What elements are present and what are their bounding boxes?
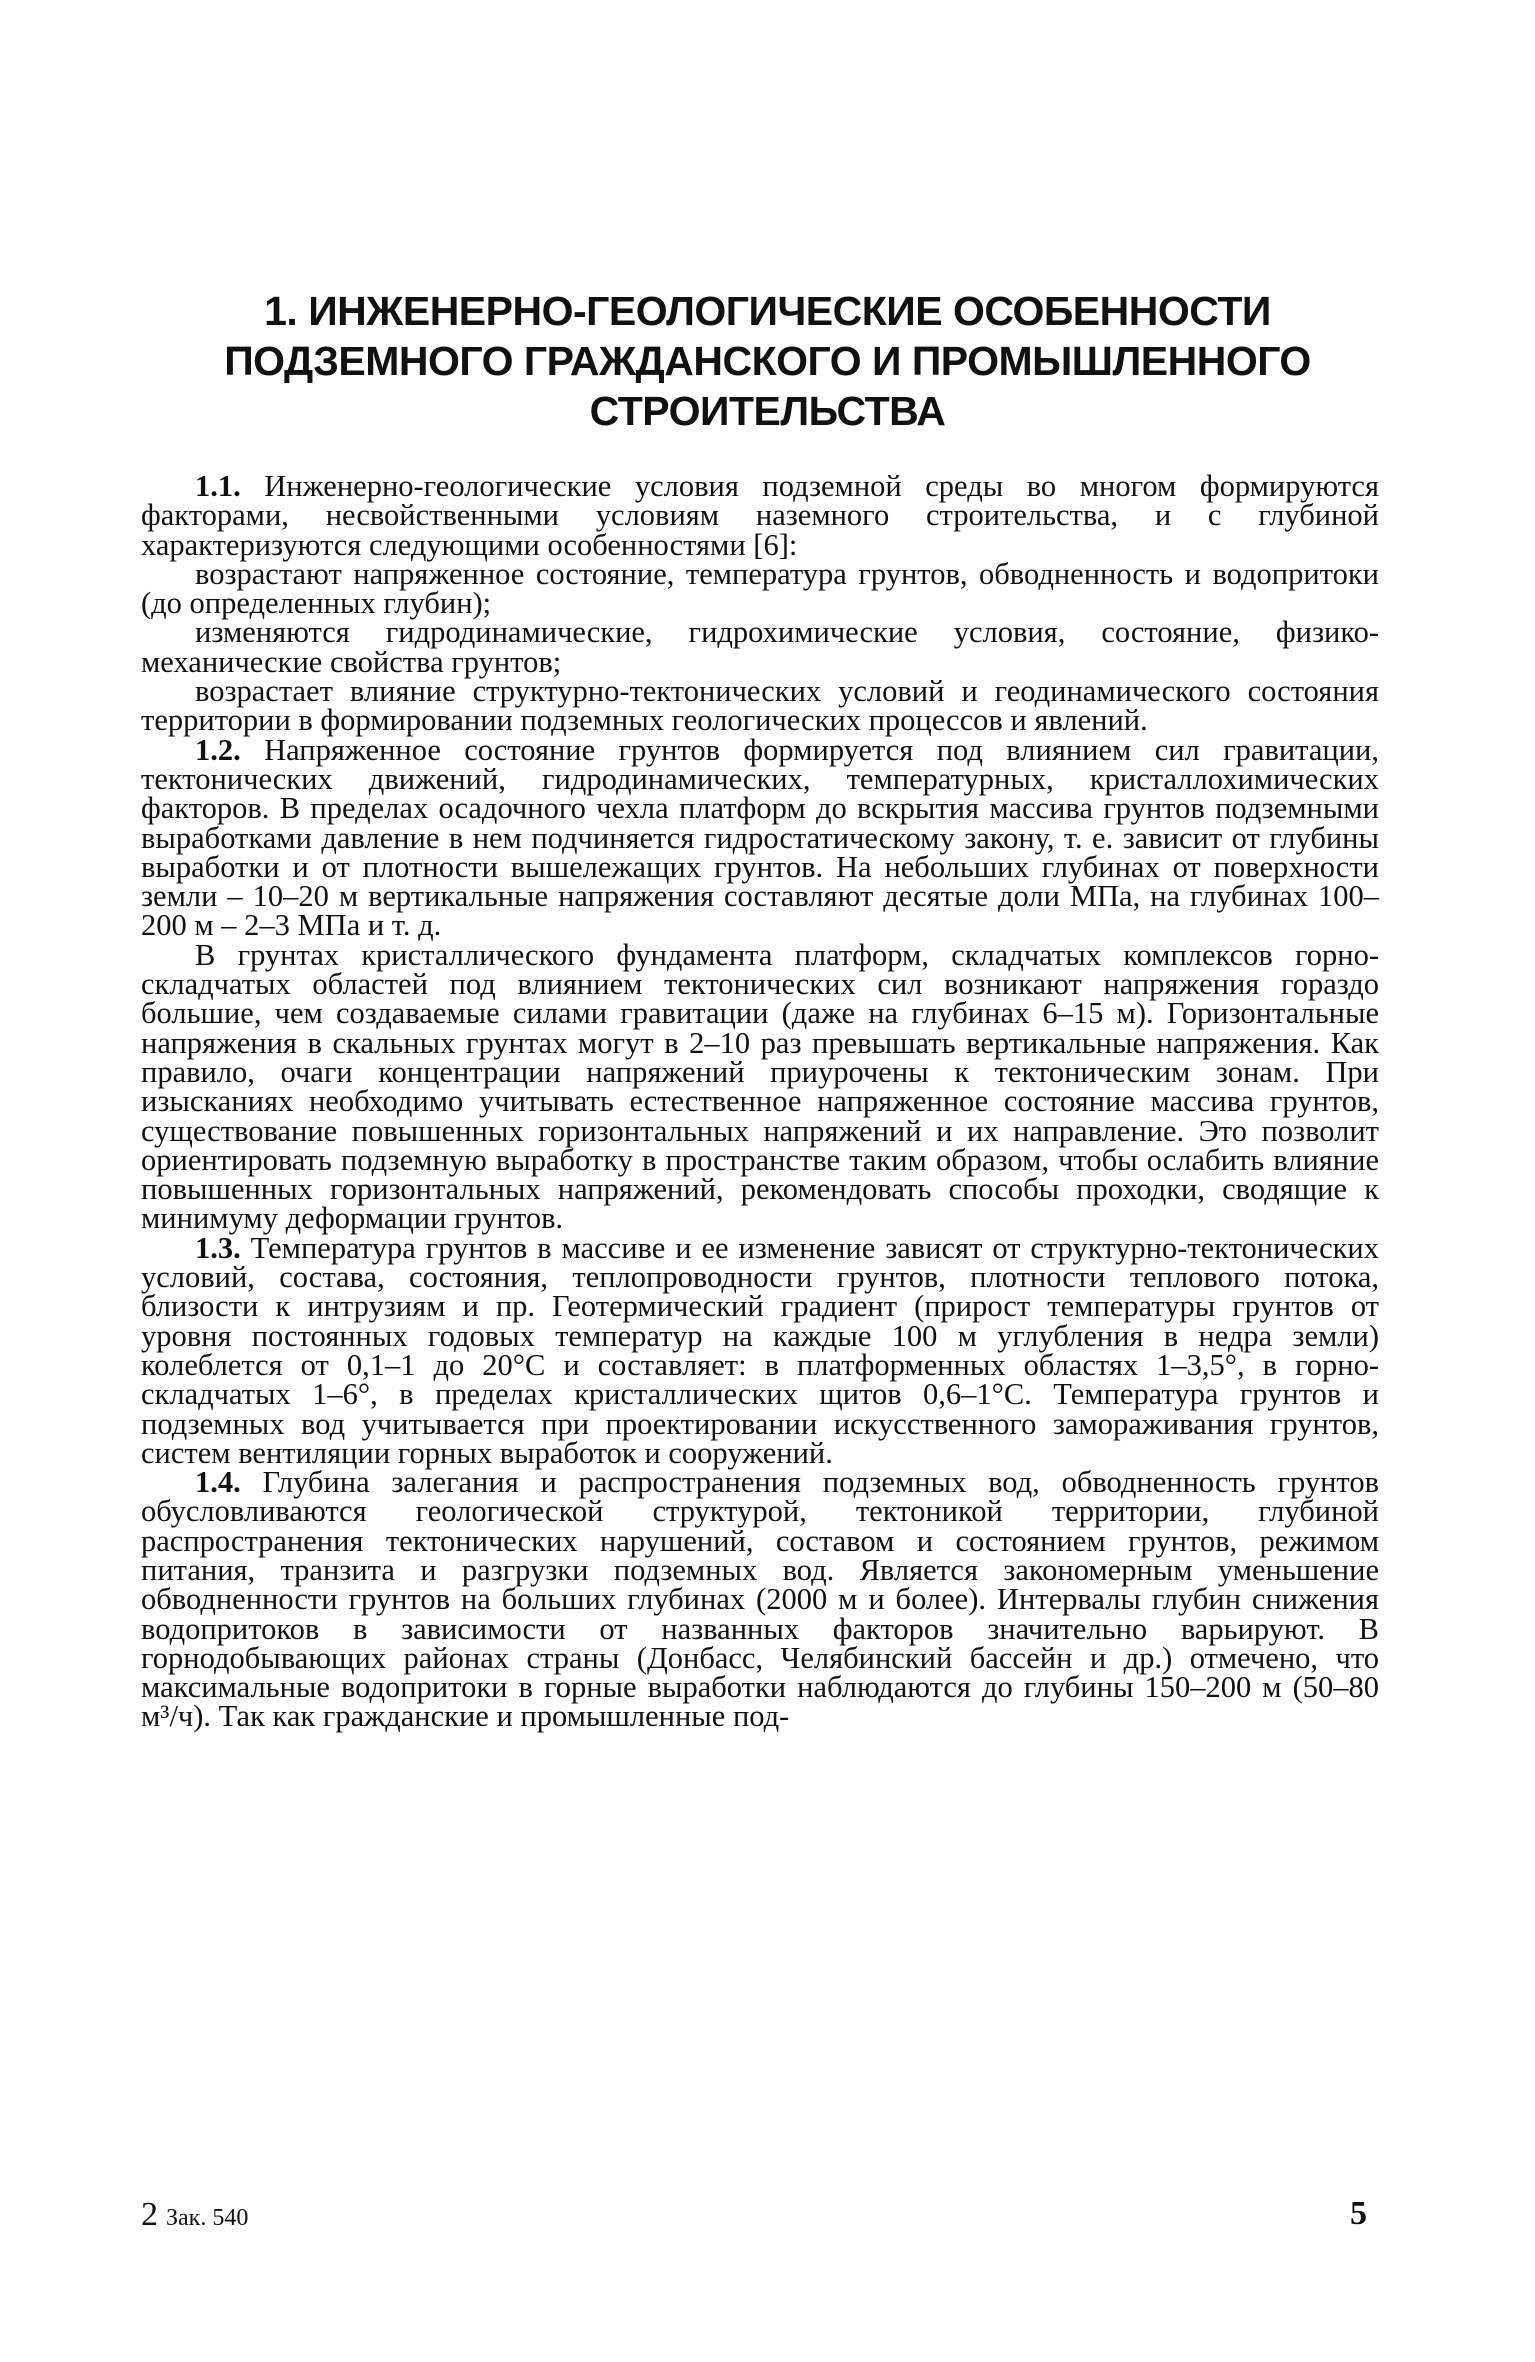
list-item bbox=[141, 674, 1379, 738]
paragraph-text: возрастают напряженное состояние, температура грунтов, обводненность и водопритоки (до определенных глубин); bbox=[141, 556, 1379, 621]
section-number: 1.1. bbox=[195, 469, 241, 503]
section-number: 1.3. bbox=[195, 1230, 241, 1265]
paragraph-text: изменяются гидродинамические, гидрохимические условия, состояние, физико-механические свойства грунтов; bbox=[141, 615, 1379, 679]
chapter-title-line-2: ПОДЗЕМНОГО ГРАЖДАНСКОГО И ПРОМЫШЛЕННОГО bbox=[224, 338, 1311, 384]
paragraph-1-3 bbox=[141, 1230, 1379, 1470]
list-item bbox=[141, 615, 1379, 679]
chapter-title-line-1: 1. ИНЖЕНЕРНО-ГЕОЛОГИЧЕСКИЕ ОСОБЕННОСТИ bbox=[264, 288, 1271, 334]
body-text bbox=[141, 469, 1379, 1734]
chapter-title bbox=[200, 286, 1335, 436]
paragraph-text: Напряженное состояние грунтов формируется под влиянием сил гравитации, тектонических движений, гидродинамических, температурных, кристаллохимических факторов. В пределах осадочного чехла платформ до вскрытия массива грунтов подземными выработками давление в нем подчиняется гидростатическому закону, т. е. зависит от глубины выработки и от плотности вышележащих грунтов. На небольших глубинах от поверхности земли – 10–20 м вертикальные напряжения составляют десятые доли МПа, на глубинах 100–200 м – 2–3 МПа и т. д. bbox=[141, 732, 1379, 943]
printer-signature bbox=[141, 2198, 248, 2235]
paragraph-text: Инженерно-геологические условия подземной среды во многом формируются факторами, несвойственными условиям наземного строительства, и с глубиной характеризуются следующими особенностями [6]: bbox=[141, 469, 1379, 562]
signature-mark: 2 bbox=[141, 2196, 158, 2233]
order-number: Зак. 540 bbox=[166, 2205, 249, 2231]
paragraph-text: В грунтах кристаллического фундамента платформ, складчатых комплексов горно-складчатых областей под влиянием тектонических сил возникают напряжения гораздо большие, чем создаваемые силами гравитации (даже на глубинах 6–15 м). Горизонтальные напряжения в скальных грунтах могут в 2–10 раз превышать вертикальные напряжения. Как правило, очаги концентрации напряжений приурочены к тектоническим зонам. При изысканиях необходимо учитывать естественное напряженное состояние массива грунтов, существование повышенных горизонтальных напряжений и их направление. Это позволит ориентировать подземную выработку в пространстве таким образом, чтобы ослабить влияние повышенных горизонтальных напряжений, рекомендовать способы проходки, сводящие к минимуму деформации грунтов. bbox=[141, 937, 1379, 1236]
paragraph-text: возрастает влияние структурно-тектонических условий и геодинамического состояния территории в формировании подземных геологических процессов и явлений. bbox=[141, 674, 1379, 738]
section-number: 1.2. bbox=[195, 732, 241, 767]
paragraph-1-2 bbox=[141, 732, 1379, 943]
chapter-title-line-3: СТРОИТЕЛЬСТВА bbox=[589, 388, 946, 434]
paragraph-1-4 bbox=[141, 1465, 1379, 1734]
paragraph-text: Глубина залегания и распространения подземных вод, обводненность грунтов обусловливаются геологической структурой, тектоникой территории, глубиной распространения тектонических нарушений, составом и состоянием грунтов, режимом питания, транзита и разгрузки подземных вод. Является закономерным уменьшение обводненности грунтов на больших глубинах (2000 м и более). Интервалы глубин снижения водопритоков в зависимости от названных факторов значительно варьируют. В горнодобывающих районах страны (Донбасс, Челябинский бассейн и др.) отмечено, что максимальные водопритоки в горные выработки наблюдаются до глубины 150–200 м (50–80 м³/ч). Так как гражданские и промышленные под- bbox=[141, 1465, 1379, 1734]
paragraph-1-1 bbox=[141, 469, 1379, 562]
section-number: 1.4. bbox=[195, 1465, 241, 1500]
paragraph-text: Температура грунтов в массиве и ее изменение зависят от структурно-тектонических условий, состава, состояния, теплопроводности грунтов, плотности теплового потока, близости к интрузиям и пр. Геотермический градиент (прирост температуры грунтов от уровня постоянных годовых температур на каждые 100 м углубления в недра земли) колеблется от 0,1–1 до 20°С и составляет: в платформенных областях 1–3,5°, в горно-складчатых 1–6°, в пределах кристаллических щитов 0,6–1°С. Температура грунтов и подземных вод учитывается при проектировании искусственного замораживания грунтов, систем вентиляции горных выработок и сооружений. bbox=[141, 1230, 1379, 1470]
paragraph-1-2-continued bbox=[141, 937, 1379, 1236]
list-item bbox=[141, 556, 1379, 621]
page-number: 5 bbox=[1350, 2195, 1367, 2232]
